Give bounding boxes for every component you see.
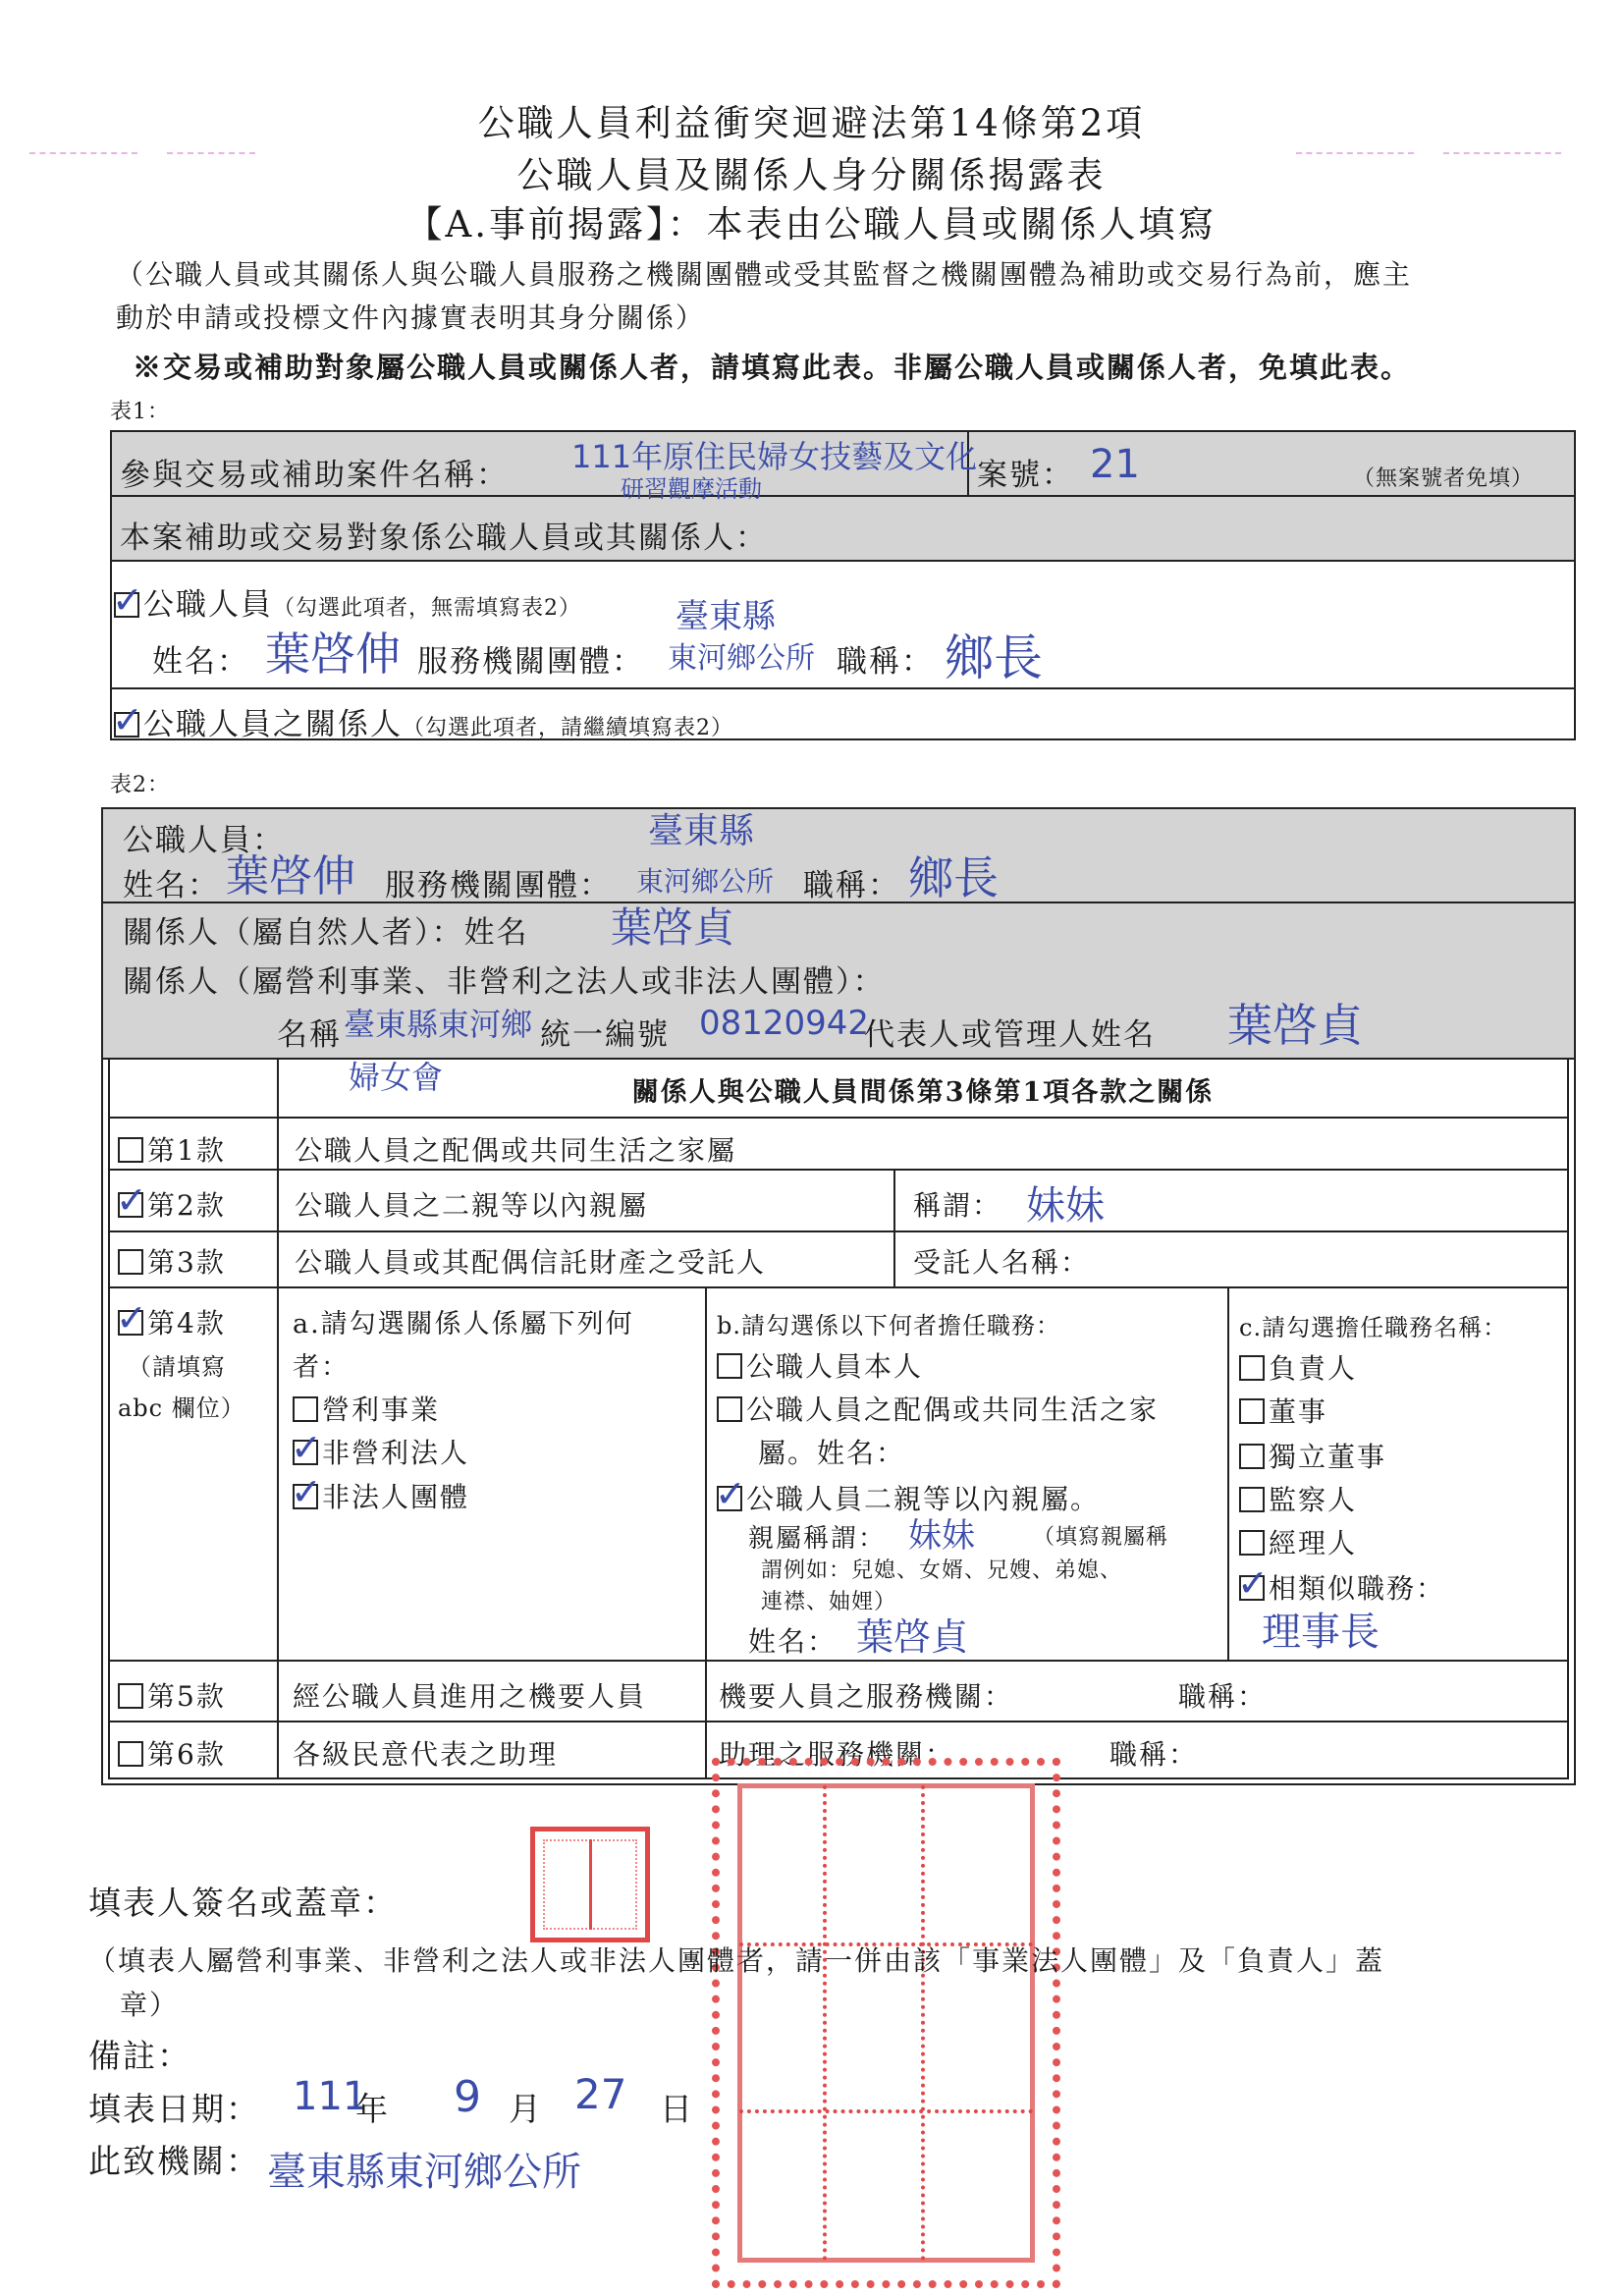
row4-note: （請填寫 xyxy=(128,1353,226,1381)
date-year-unit: 年 xyxy=(355,2090,390,2128)
date-month-unit: 月 xyxy=(509,2090,543,2128)
t1-agency-value-cont: 東河鄉公所 xyxy=(668,641,815,676)
row6-title-label: 職稱： xyxy=(1109,1738,1199,1771)
grid-rule xyxy=(1227,1286,1229,1660)
title-form: 公職人員及關係人身分關係揭露表 xyxy=(516,154,1107,196)
sign-note: （填表人屬營利事業、非營利之法人或非法人團體者，請一併由該「事業法人團體」及「負責人」蓋 xyxy=(88,1944,1385,1977)
official-option-label: 公職人員 xyxy=(143,587,273,623)
row6-checkbox[interactable] xyxy=(118,1741,143,1767)
grid-header: 關係人與公職人員間係第3條第1項各款之關係 xyxy=(631,1077,1215,1108)
a-opt2[interactable] xyxy=(293,1432,469,1471)
row1-desc: 公職人員之配偶或共同生活之家屬 xyxy=(295,1134,737,1167)
c-opt4-checkbox[interactable] xyxy=(1239,1487,1265,1512)
row5-label: 第5款 xyxy=(147,1680,226,1713)
t1-title-value: 鄉長 xyxy=(945,629,1043,686)
row3-checkbox[interactable] xyxy=(118,1249,143,1275)
t2-title-label: 職稱： xyxy=(803,868,900,903)
table2-caption: 表2： xyxy=(110,773,170,797)
row1-option[interactable] xyxy=(118,1129,226,1169)
date-label: 填表日期： xyxy=(88,2090,260,2128)
row3-label: 第3款 xyxy=(147,1246,226,1279)
date-month-value: 9 xyxy=(454,2072,481,2122)
c-opt4-label: 監察人 xyxy=(1269,1484,1358,1516)
case-name-label: 參與交易或補助案件名稱： xyxy=(120,458,509,493)
a-opt2-checkbox[interactable] xyxy=(293,1440,318,1465)
c-opt3-label: 獨立董事 xyxy=(1269,1441,1387,1473)
case-no-note: （無案號者免填） xyxy=(1353,466,1535,491)
case-name-value-cont: 研習觀摩活動 xyxy=(621,475,762,503)
title-section: 【A.事前揭露】：本表由公職人員或關係人填寫 xyxy=(406,203,1217,246)
table1-rule xyxy=(110,560,1576,562)
date-year-value: 111 xyxy=(293,2074,368,2119)
b-opt2[interactable] xyxy=(717,1389,1159,1428)
remark-label: 備註： xyxy=(88,2037,191,2075)
org-label: 關係人（屬營利事業、非營利之法人或非法人團體）： xyxy=(123,964,886,1000)
small-seal-stamp xyxy=(530,1827,650,1942)
b-rel-note-cont: 謂例如：兒媳、女婿、兄嫂、弟媳、 xyxy=(761,1558,1123,1583)
row5-agency-label: 機要人員之服務機關： xyxy=(719,1680,1014,1713)
natural-person-value: 葉啓貞 xyxy=(611,903,735,952)
to-value: 臺東縣東河鄉公所 xyxy=(267,2150,581,2195)
c-opt6-checkbox[interactable] xyxy=(1239,1575,1265,1601)
c-title: c.請勾選擔任職務名稱： xyxy=(1239,1314,1508,1341)
c-opt2-label: 董事 xyxy=(1269,1395,1328,1428)
official-checkbox[interactable] xyxy=(114,592,139,618)
t2-agency-value-cont: 東河鄉公所 xyxy=(636,865,775,898)
relative-option-note: （勾選此項者，請繼續填寫表2） xyxy=(403,716,733,740)
c-opt1-label: 負責人 xyxy=(1269,1352,1358,1385)
a-opt1-label: 營利事業 xyxy=(322,1394,441,1426)
intro-text: （公職人員或其關係人與公職人員服務之機關團體或受其監督之機關團體為補助或交易行為前，應主 xyxy=(116,258,1413,291)
row3-option[interactable] xyxy=(118,1241,226,1281)
row5-title-label: 職稱： xyxy=(1178,1680,1268,1713)
row6-desc: 各級民意代表之助理 xyxy=(293,1738,559,1771)
row3-desc: 公職人員或其配偶信託財產之受託人 xyxy=(295,1246,767,1279)
relative-checkbox[interactable] xyxy=(114,712,139,738)
row5-checkbox[interactable] xyxy=(118,1683,143,1709)
official-option[interactable] xyxy=(114,579,581,624)
official-option-note: （勾選此項者，無需填寫表2） xyxy=(273,596,581,621)
b-opt1-label: 公職人員本人 xyxy=(746,1350,924,1383)
row2-option[interactable] xyxy=(118,1184,226,1224)
a-title: a.請勾選關係人係屬下列何 xyxy=(293,1309,634,1339)
grid-rule xyxy=(277,1058,279,1779)
a-opt3[interactable] xyxy=(293,1476,469,1515)
row1-checkbox[interactable] xyxy=(118,1137,143,1163)
t1-name-label: 姓名： xyxy=(152,644,249,680)
b-name-label: 姓名： xyxy=(748,1625,838,1658)
c-opt1[interactable] xyxy=(1239,1347,1357,1387)
t1-agency-label: 服務機關團體： xyxy=(417,644,644,680)
c-opt4[interactable] xyxy=(1239,1479,1357,1518)
org-name-label: 名稱 xyxy=(277,1017,342,1053)
c-opt5[interactable] xyxy=(1239,1522,1357,1561)
row6-agency-label: 助理之服務機關： xyxy=(719,1738,955,1771)
row5-option[interactable] xyxy=(118,1675,226,1715)
row2-rel-label: 稱謂： xyxy=(913,1189,1002,1222)
b-title: b.請勾選係以下何者擔任職務： xyxy=(717,1312,1060,1339)
row6-label: 第6款 xyxy=(147,1738,226,1771)
a-opt1[interactable] xyxy=(293,1389,440,1428)
a-opt3-label: 非法人團體 xyxy=(322,1481,470,1513)
sign-label: 填表人簽名或蓋章： xyxy=(88,1884,398,1922)
org-name-value-cont: 婦女會 xyxy=(349,1059,444,1096)
title-law: 公職人員利益衝突迴避法第14條第2項 xyxy=(477,102,1146,144)
notice-text: ※交易或補助對象屬公職人員或關係人者，請填寫此表。非屬公職人員或關係人者，免填此表。 xyxy=(133,351,1412,384)
grid-rule xyxy=(108,1230,1569,1232)
grid-rule xyxy=(108,1169,1569,1171)
org-rep-label: 代表人或管理人姓名 xyxy=(864,1017,1156,1053)
grid-rule xyxy=(108,1117,1569,1119)
row1-label: 第1款 xyxy=(147,1134,226,1167)
b-opt1-checkbox[interactable] xyxy=(717,1353,742,1379)
c-opt3[interactable] xyxy=(1239,1436,1386,1475)
org-id-value: 08120942 xyxy=(699,1004,870,1043)
grid-rule xyxy=(108,1286,1569,1288)
row2-label: 第2款 xyxy=(147,1189,226,1222)
b-opt2-label: 公職人員之配偶或共同生活之家 xyxy=(746,1394,1160,1426)
row6-option[interactable] xyxy=(118,1733,226,1773)
row4-checkbox[interactable] xyxy=(118,1310,143,1336)
t1-agency-value: 臺東縣 xyxy=(676,597,776,636)
relative-option[interactable] xyxy=(114,699,733,743)
relative-option-label: 公職人員之關係人 xyxy=(143,707,403,742)
b-opt3-checkbox[interactable] xyxy=(717,1486,742,1511)
c-opt3-checkbox[interactable] xyxy=(1239,1444,1265,1469)
b-opt1[interactable] xyxy=(717,1345,923,1385)
row3-trustee-label: 受託人名稱： xyxy=(913,1246,1091,1279)
case-no-label: 案號： xyxy=(977,458,1074,493)
b-rel-label: 親屬稱謂： xyxy=(748,1524,887,1554)
c-opt6-label: 相類似職務： xyxy=(1269,1572,1446,1605)
t1-title-label: 職稱： xyxy=(837,644,934,680)
grid-rule xyxy=(705,1286,707,1779)
natural-person-label: 關係人（屬自然人者）：姓名 xyxy=(123,915,529,951)
b-opt2-cont: 屬。姓名： xyxy=(758,1437,906,1469)
t2-agency-label: 服務機關團體： xyxy=(385,868,612,903)
grid-rule xyxy=(108,1660,1569,1662)
a-opt1-checkbox[interactable] xyxy=(293,1396,318,1422)
a-opt2-label: 非營利法人 xyxy=(322,1437,470,1469)
intro-text-cont: 動於申請或投標文件內據實表明其身分關係） xyxy=(116,301,706,334)
date-day-unit: 日 xyxy=(660,2090,694,2128)
to-label: 此致機關： xyxy=(88,2142,260,2180)
t2-name-label: 姓名： xyxy=(123,868,220,903)
row4-option[interactable] xyxy=(118,1302,226,1341)
case-name-value: 111年原住民婦女技藝及文化 xyxy=(571,438,978,475)
b-opt2-checkbox[interactable] xyxy=(717,1396,742,1422)
c-opt2-checkbox[interactable] xyxy=(1239,1398,1265,1424)
table1-caption: 表1： xyxy=(110,400,170,424)
a-opt3-checkbox[interactable] xyxy=(293,1484,318,1509)
case-no-value: 21 xyxy=(1090,442,1140,487)
c-opt5-checkbox[interactable] xyxy=(1239,1530,1265,1556)
row2-rel-value: 妹妹 xyxy=(1026,1183,1105,1229)
table1-rule xyxy=(110,495,1576,497)
row5-desc: 經公職人員進用之機要人員 xyxy=(293,1680,647,1713)
b-rel-value: 妹妹 xyxy=(908,1516,975,1556)
a-title-cont: 者： xyxy=(293,1352,350,1383)
row4-label: 第4款 xyxy=(147,1307,226,1339)
t2-name-value: 葉啓伸 xyxy=(226,851,355,902)
large-seal-stamp xyxy=(712,1758,1060,2288)
b-rel-note: （填寫親屬稱 xyxy=(1033,1525,1169,1550)
c-opt2[interactable] xyxy=(1239,1391,1327,1430)
t2-agency-value: 臺東縣 xyxy=(648,811,755,851)
target-label: 本案補助或交易對象係公職人員或其關係人： xyxy=(120,520,768,556)
org-name-value: 臺東縣東河鄉 xyxy=(344,1006,533,1043)
grid-rule xyxy=(108,1721,1569,1722)
row4-note-cont: abc 欄位） xyxy=(118,1394,245,1422)
t1-name-value: 葉啓伸 xyxy=(265,628,401,681)
c-opt1-checkbox[interactable] xyxy=(1239,1355,1265,1381)
c-opt5-label: 經理人 xyxy=(1269,1527,1358,1559)
t2-title-value: 鄉長 xyxy=(908,851,999,904)
b-name-value: 葉啓貞 xyxy=(856,1615,969,1659)
org-id-label: 統一編號 xyxy=(540,1017,670,1053)
grid-rule xyxy=(893,1169,895,1286)
row2-desc: 公職人員之二親等以內親屬 xyxy=(295,1189,649,1222)
row2-checkbox[interactable] xyxy=(118,1192,143,1218)
org-rep-value: 葉啓貞 xyxy=(1227,999,1363,1052)
c-opt6-value: 理事長 xyxy=(1262,1610,1380,1655)
t2-official-label: 公職人員： xyxy=(123,823,285,858)
b-opt3-label: 公職人員二親等以內親屬。 xyxy=(746,1483,1101,1515)
table1-rule xyxy=(110,687,1576,689)
b-rel-note-cont2: 連襟、妯娌） xyxy=(761,1590,897,1614)
sign-note-cont: 章） xyxy=(120,1989,180,2021)
date-day-value: 27 xyxy=(574,2070,627,2118)
